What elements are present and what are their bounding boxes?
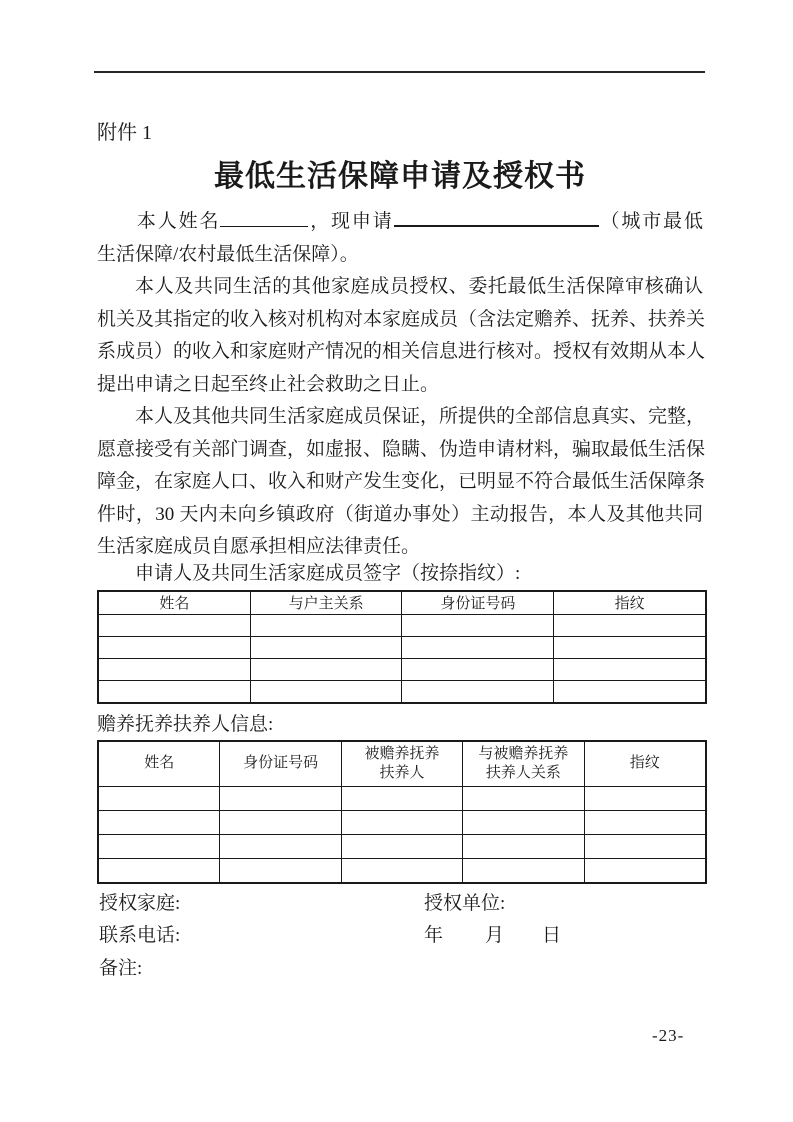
empty-cell xyxy=(98,786,220,810)
col-header-supported-person xyxy=(341,741,462,787)
empty-cell xyxy=(402,614,554,636)
p2-line-1: 本人及共同生活的其他家庭成员授权、委托最低生活保障审核确认 xyxy=(135,276,703,297)
empty-cell xyxy=(463,834,584,858)
p3-line-2: 愿意接受有关部门调查，如虚报、隐瞒、伪造申请材料，骗取最低生活保 xyxy=(97,438,706,460)
header-line: 扶养人关系 xyxy=(485,764,561,781)
header-line: 指纹 xyxy=(629,755,660,771)
p2-line-3: 系成员）的收入和家庭财产情况的相关信息进行核对。授权有效期从本人 xyxy=(97,341,706,362)
col-header-fingerprint xyxy=(584,741,706,787)
month-label: 月 xyxy=(485,925,505,946)
empty-cell xyxy=(220,786,341,810)
p3-line-5: 生活家庭成员自愿承担相应法律责任。 xyxy=(97,536,421,557)
auth-family-label: 授权家庭: xyxy=(99,892,181,914)
attachment-label: 附件 1 xyxy=(97,122,152,144)
empty-cell xyxy=(402,680,554,703)
col-header-relation: 与户主关系 xyxy=(250,591,402,615)
footer-row-phone-date xyxy=(97,920,703,953)
paragraph-authorization xyxy=(97,271,706,401)
table-row xyxy=(98,786,706,810)
empty-cell xyxy=(98,680,250,703)
empty-cell xyxy=(341,810,462,834)
p1-apply-label: ，现申请 xyxy=(308,211,394,232)
col-header-name xyxy=(98,741,220,787)
empty-cell xyxy=(554,680,706,703)
remarks-label: 备注: xyxy=(99,957,143,979)
empty-cell xyxy=(250,636,402,658)
empty-cell xyxy=(554,636,706,658)
empty-cell xyxy=(584,834,706,858)
empty-cell xyxy=(98,614,250,636)
empty-cell xyxy=(98,636,250,658)
day-label: 日 xyxy=(542,925,562,946)
header-rule xyxy=(94,71,705,73)
footer-row-remarks xyxy=(97,953,703,986)
page-title: 最低生活保障申请及授权书 xyxy=(214,160,586,193)
year-label: 年 xyxy=(424,925,444,946)
empty-cell xyxy=(250,680,402,703)
empty-cell xyxy=(250,614,402,636)
empty-cell xyxy=(98,834,220,858)
col-header-id-number: 身份证号码 xyxy=(402,591,554,615)
header-line: 身份证号码 xyxy=(243,755,319,771)
page-number: -23- xyxy=(652,1026,685,1045)
empty-cell xyxy=(584,810,706,834)
p1-paren-label: （城市最低 xyxy=(598,211,703,232)
empty-cell xyxy=(554,658,706,680)
empty-cell xyxy=(463,858,584,883)
header-line: 扶养人 xyxy=(379,764,425,781)
table-row xyxy=(98,858,706,883)
header-line: 姓名 xyxy=(144,755,175,771)
footer-fields xyxy=(97,888,703,986)
table-header-row xyxy=(98,741,706,787)
header-line: 被赡养抚养 xyxy=(364,745,440,762)
col-header-supported-relation xyxy=(463,741,584,787)
date-fields xyxy=(424,920,561,953)
empty-cell xyxy=(341,858,462,883)
empty-cell xyxy=(402,636,554,658)
empty-cell xyxy=(98,658,250,680)
paragraph-guarantee xyxy=(97,401,706,564)
empty-cell xyxy=(463,786,584,810)
empty-cell xyxy=(220,810,341,834)
auth-unit-label: 授权单位: xyxy=(424,892,506,914)
empty-cell xyxy=(220,834,341,858)
col-header-fingerprint: 指纹 xyxy=(554,591,706,615)
empty-cell xyxy=(584,786,706,810)
empty-cell xyxy=(463,810,584,834)
header-line: 与被赡养抚养 xyxy=(478,745,569,762)
empty-cell xyxy=(554,614,706,636)
p2-line-4: 提出申请之日起至终止社会救助之日止。 xyxy=(97,373,440,395)
p3-line-4: 件时，30 天内未向乡镇政府（街道办事处）主动报告，本人及其他共同 xyxy=(97,503,703,525)
p1-name-label: 本人姓名 xyxy=(135,211,221,232)
empty-cell xyxy=(98,810,220,834)
family-members-table xyxy=(97,590,707,704)
empty-cell xyxy=(402,658,554,680)
empty-cell xyxy=(98,858,220,883)
name-blank-field xyxy=(220,207,308,227)
table-row xyxy=(98,680,706,703)
empty-cell xyxy=(341,786,462,810)
p1-line-1 xyxy=(97,206,703,239)
paragraph-applicant xyxy=(97,206,703,271)
table-row xyxy=(98,810,706,834)
empty-cell xyxy=(584,858,706,883)
table-row xyxy=(98,614,706,636)
phone-label: 联系电话: xyxy=(99,925,181,946)
p3-line-3: 障金，在家庭人口、收入和财产发生变化，已明显不符合最低生活保障条 xyxy=(97,471,706,492)
col-header-id-number xyxy=(220,741,341,787)
empty-cell xyxy=(250,658,402,680)
empty-cell xyxy=(341,834,462,858)
footer-row-authorization xyxy=(97,888,703,921)
col-header-name: 姓名 xyxy=(98,591,250,615)
p2-line-2: 机关及其指定的收入核对机构对本家庭成员（含法定赡养、抚养、扶养关 xyxy=(97,308,706,330)
supporters-table xyxy=(97,740,707,884)
table-row xyxy=(98,834,706,858)
supporters-section-title: 赡养抚养扶养人信息: xyxy=(97,713,274,735)
table-header-row xyxy=(98,591,706,615)
p1-line-2: 生活保障/农村最低生活保障）。 xyxy=(97,243,359,265)
empty-cell xyxy=(220,858,341,883)
signature-instruction: 申请人及共同生活家庭成员签字（按捺指纹）: xyxy=(135,562,521,584)
table-row xyxy=(98,658,706,680)
table-row xyxy=(98,636,706,658)
p3-line-1: 本人及其他共同生活家庭成员保证，所提供的全部信息真实、完整， xyxy=(135,406,706,427)
apply-type-blank-field xyxy=(394,206,599,227)
